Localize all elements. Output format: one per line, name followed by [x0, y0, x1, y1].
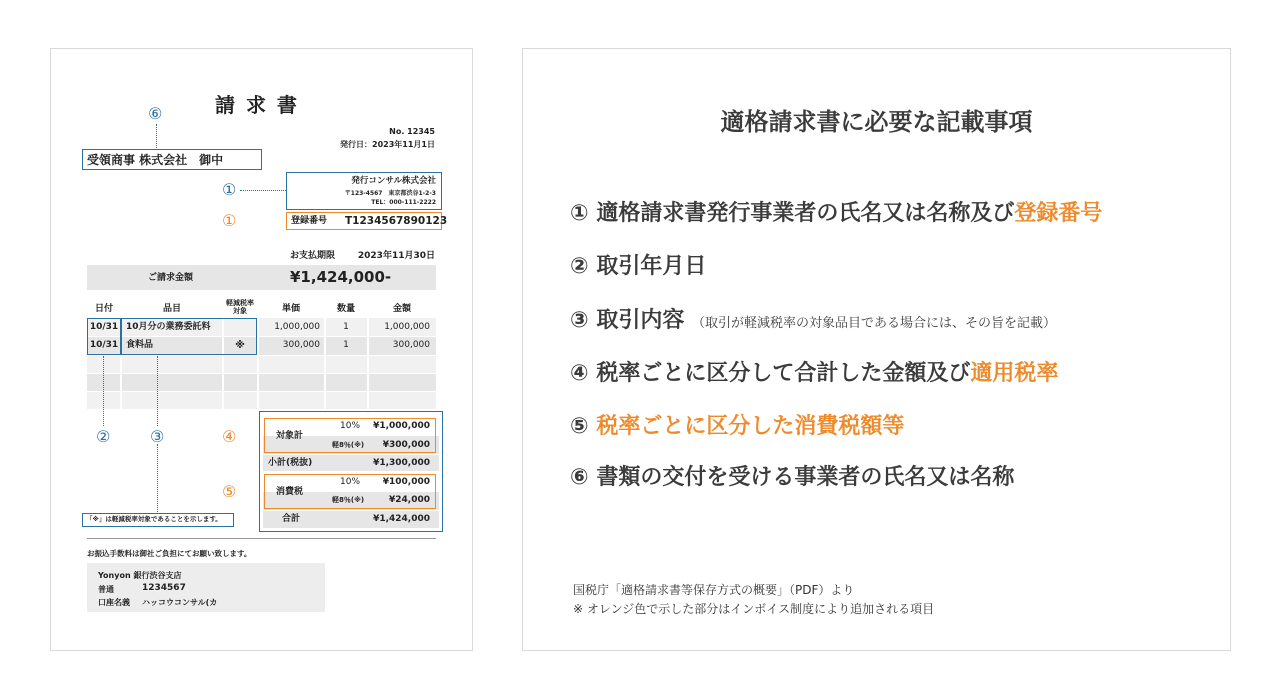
explanation-panel: [522, 48, 1231, 651]
requirement-text: 取引内容: [596, 308, 685, 333]
header-date: 日付: [94, 304, 113, 314]
date-column-box: [87, 318, 121, 355]
header-item: 品目: [162, 304, 181, 314]
account-holder: ハッコウコンサル(カ: [142, 598, 218, 607]
footnote-leader: [157, 444, 158, 512]
target-amount-10: ¥1,000,000: [373, 421, 430, 431]
requirement-highlight: 登録番号: [1014, 201, 1103, 226]
issue-date: 発行日：2023年11月1日: [340, 140, 435, 149]
table-row-bg: [87, 374, 436, 391]
header-unit-price: 単価: [281, 304, 300, 314]
header-reduced: 軽減税率対象: [226, 299, 254, 315]
requirement-number: ⑥: [570, 465, 589, 490]
tax-amount-8: ¥24,000: [389, 495, 430, 505]
issuer-name: 発行コンサル株式会社: [351, 176, 436, 186]
requirement-number: ⑤: [570, 414, 589, 439]
issuer-tel: TEL：000-111-2222: [371, 199, 436, 206]
source-text: 国税庁「適格請求書等保存方式の概要」（PDF）より: [573, 583, 855, 597]
requirement-item-3: [570, 308, 1056, 337]
tax-rate-10: 10%: [340, 477, 361, 487]
table-row-bg: [87, 392, 436, 409]
row2-date: 10/31: [89, 340, 119, 350]
requirement-item-4: [570, 361, 1058, 387]
tax-rate-8: 軽8％(※): [332, 496, 365, 504]
requirement-highlight: 税率ごとに区分した消費税額等: [596, 414, 905, 439]
divider: [87, 538, 436, 539]
row2-qty: 1: [343, 340, 349, 350]
doc-number: No. 12345: [389, 127, 435, 136]
header-qty: 数量: [336, 304, 355, 314]
requirement-item-6: [570, 465, 1014, 491]
requirement-item-5: [570, 414, 904, 440]
requirement-note: （取引が軽減税率の対象品目である場合には、その旨を記載）: [692, 316, 1057, 331]
issuer-address: 〒123-4567 東京都渋谷1-2-3: [344, 190, 436, 197]
marker-2: ②: [96, 427, 111, 446]
requirement-text: 書類の交付を受ける事業者の氏名又は名称: [596, 465, 1015, 490]
requirement-number: ③: [570, 308, 589, 333]
due-date: 2023年11月30日: [357, 251, 435, 261]
header-amount: 金額: [392, 304, 411, 314]
requirement-number: ②: [570, 254, 589, 279]
requirement-item-2: [570, 254, 706, 280]
row1-qty: 1: [343, 322, 349, 332]
target-label: 対象計: [276, 431, 304, 441]
requirement-number: ④: [570, 361, 589, 386]
subtotal-label: 小計(税抜): [268, 458, 313, 468]
table-row-bg: [87, 356, 436, 373]
tax-amount-10: ¥100,000: [382, 477, 430, 487]
subtotal-amount: ¥1,300,000: [373, 458, 430, 468]
requirement-number: ①: [570, 201, 589, 226]
row1-date: 10/31: [89, 322, 119, 332]
marker-3: ③: [150, 427, 165, 446]
requirement-text: 取引年月日: [596, 254, 707, 279]
marker-3-leader: [157, 356, 158, 426]
grand-total-label: 合計: [282, 514, 301, 524]
marker-1-issuer: ①: [222, 180, 237, 199]
invoice-title: 請 求 書: [215, 93, 299, 117]
row2-amount: 300,000: [392, 340, 430, 350]
account-type: 普通: [98, 585, 114, 594]
account-number: 1234567: [142, 583, 186, 593]
registration-label: 登録番号: [291, 216, 328, 226]
row2-item: 食料品: [126, 340, 154, 350]
recipient-name: 受領商事 株式会社 御中: [87, 153, 224, 167]
row1-amount: 1,000,000: [384, 322, 430, 332]
bank-name: Yonyon 銀行渋谷支店: [98, 571, 182, 580]
marker-5: ⑤: [222, 482, 237, 501]
marker-2-leader: [103, 356, 104, 426]
requirement-text: 適格請求書発行事業者の氏名又は名称及び: [596, 201, 1015, 226]
marker-1-registration: ①: [222, 211, 237, 230]
row2-reduced: ※: [235, 340, 245, 351]
total-value: ¥1,424,000-: [290, 268, 392, 286]
target-rate-10: 10%: [340, 421, 361, 431]
explanation-title: 適格請求書に必要な記載事項: [720, 108, 1033, 136]
marker-6: ⑥: [148, 104, 163, 123]
transfer-note: お振込手数料は御社ご負担にてお願い致します。: [87, 549, 252, 558]
orange-note: ※ オレンジ色で示した部分はインボイス制度により追加される項目: [573, 602, 935, 616]
target-amount-8: ¥300,000: [382, 440, 430, 450]
footnote-text: 「※」は軽減税率対象であることを示します。: [86, 515, 222, 523]
marker-6-leader: [156, 124, 157, 150]
tax-label: 消費税: [276, 487, 304, 497]
registration-number: T1234567890123: [345, 215, 448, 227]
row1-unit-price: 1,000,000: [274, 322, 320, 332]
row2-unit-price: 300,000: [282, 340, 320, 350]
item-column-box: [121, 318, 257, 355]
account-holder-label: 口座名義: [98, 598, 130, 607]
row1-item: 10月分の業務委託料: [126, 322, 211, 332]
requirement-highlight: 適用税率: [970, 361, 1059, 386]
due-label: お支払期限: [290, 251, 336, 261]
requirement-text: 税率ごとに区分して合計した金額及び: [596, 361, 971, 386]
total-label: ご請求金額: [148, 273, 194, 283]
marker-4: ④: [222, 427, 237, 446]
marker-1-leader: [240, 190, 286, 191]
requirement-item-1: [570, 201, 1102, 227]
target-rate-8: 軽8％(※): [332, 441, 365, 449]
grand-total-amount: ¥1,424,000: [373, 514, 430, 524]
